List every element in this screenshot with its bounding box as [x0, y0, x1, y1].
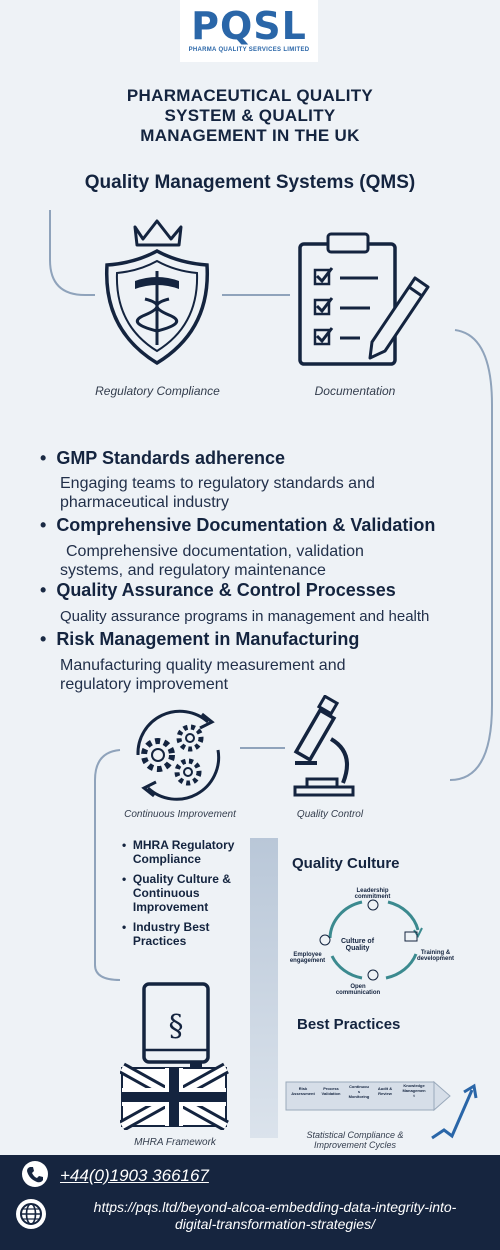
gears-cycle-icon — [118, 700, 238, 805]
step-audit — [372, 1086, 398, 1096]
caption-statistical-compliance: Statistical Compliance & Improvement Cycles — [306, 1130, 404, 1150]
list-item-line: Practices — [132, 934, 187, 948]
bullet-text-line: systems, and regulatory maintenance — [60, 562, 326, 579]
website-line: digital-transformation-strategies/ — [175, 1216, 375, 1232]
bullet-text-line: pharmaceutical industry — [60, 494, 229, 511]
quality-culture-cycle — [289, 880, 454, 1000]
title-line: MANAGEMENT IN THE UK — [140, 126, 360, 145]
bullet-3 — [40, 580, 396, 601]
section-subtitle: Quality Management Systems (QMS) — [84, 172, 416, 193]
step-line: Continuou — [349, 1084, 369, 1089]
bullet-text — [60, 656, 346, 694]
step-line: Managemen — [402, 1088, 426, 1093]
list-item-line: Industry Best — [132, 920, 210, 934]
bullet-text-line: Engaging teams to regulatory standards and — [60, 475, 375, 492]
bullet-text — [60, 607, 429, 626]
bullet-dot: • — [122, 872, 133, 886]
clipboard-checklist-icon — [290, 230, 435, 370]
label-employee — [285, 952, 330, 964]
label-line: communication — [335, 990, 381, 996]
label-line: Quality — [345, 945, 370, 952]
step-line: t — [413, 1093, 415, 1098]
globe-icon — [16, 1199, 46, 1229]
logo-tagline: PHARMA QUALITY SERVICES LIMITED — [188, 47, 310, 53]
label-line: engagement — [289, 958, 326, 964]
bullet-title: Quality Assurance & Control Processes — [56, 580, 396, 600]
bullet-title: GMP Standards adherence — [56, 448, 286, 468]
step-risk — [288, 1086, 318, 1096]
step-line: Assessment — [291, 1091, 315, 1096]
bullet-4 — [40, 629, 359, 650]
list-item — [122, 920, 234, 948]
label-line: Culture of — [340, 938, 375, 945]
bullet-dot: • — [40, 629, 57, 649]
label-culture-center — [335, 938, 380, 952]
logo-letters: PQSL — [191, 4, 307, 48]
caption-regulatory-compliance: Regulatory Compliance — [95, 384, 220, 398]
footer — [0, 1155, 500, 1250]
label-line: Training & — [420, 950, 451, 956]
step-line: Knowledge — [403, 1083, 425, 1088]
list-item-line: Quality Culture & — [132, 872, 231, 886]
bullet-dot: • — [40, 580, 57, 600]
label-leadership — [345, 888, 400, 900]
label-line: Employee — [293, 952, 322, 958]
bullet-text — [60, 474, 375, 512]
label-open-communication — [333, 984, 383, 996]
step-monitoring — [342, 1084, 376, 1099]
bullet-title: Comprehensive Documentation & Validation — [56, 515, 436, 535]
bullet-dot: • — [40, 448, 57, 468]
quality-culture-heading: Quality Culture — [292, 855, 400, 872]
bullet-text — [60, 542, 364, 580]
step-knowledge — [398, 1083, 430, 1098]
law-book-icon — [120, 980, 230, 1130]
step-line: Risk — [298, 1086, 308, 1091]
bullet-title: Risk Management in Manufacturing — [56, 629, 360, 649]
bullet-dot: • — [122, 920, 133, 934]
phone-link[interactable]: +44(0)1903 366167 — [60, 1166, 209, 1185]
vertical-divider-bar — [250, 838, 278, 1138]
step-line: Validation — [321, 1091, 341, 1096]
microscope-icon — [285, 695, 365, 805]
svg-text:§: § — [168, 1009, 184, 1044]
step-line: Review — [378, 1091, 392, 1096]
list-item-line: Continuous — [132, 886, 200, 900]
title-line: PHARMACEUTICAL QUALITY — [126, 86, 374, 105]
caption-quality-control: Quality Control — [296, 809, 364, 820]
bullet-text-line: Quality assurance programs in management and health — [60, 608, 430, 625]
step-line: Process — [323, 1086, 339, 1091]
best-practices-heading: Best Practices — [297, 1016, 401, 1033]
label-training — [413, 950, 458, 962]
website-link[interactable] — [55, 1199, 495, 1233]
title-line: SYSTEM & QUALITY — [164, 106, 336, 125]
label-line: Open — [350, 984, 366, 990]
list-item-line: Compliance — [132, 852, 201, 866]
list-item-line: MHRA Regulatory — [132, 838, 235, 852]
caption-documentation: Documentation — [314, 384, 396, 398]
list-item — [122, 838, 234, 866]
bullet-dot: • — [122, 838, 133, 852]
label-line: commitment — [354, 894, 391, 900]
website-line: https://pqs.ltd/beyond-alcoa-embedding-data-integrity-into- — [93, 1199, 457, 1215]
page-title — [60, 86, 440, 146]
caption-mhra-framework: MHRA Framework — [134, 1137, 216, 1148]
step-line: Monitoring — [348, 1094, 370, 1099]
bullet-text-line: regulatory improvement — [60, 676, 229, 693]
bullet-text-line: Comprehensive documentation, validation — [66, 543, 364, 560]
caption-continuous-improvement: Continuous Improvement — [124, 809, 236, 820]
phone-icon — [22, 1161, 48, 1187]
bullet-dot: • — [40, 515, 57, 535]
label-line: Leadership — [356, 888, 389, 894]
label-line: development — [416, 956, 454, 962]
bullet-1 — [40, 448, 285, 469]
medical-shield-icon — [95, 215, 220, 375]
step-line: Audit & — [377, 1086, 393, 1091]
bullet-2 — [40, 515, 435, 536]
step-line: s — [357, 1089, 361, 1094]
bullet-text-line: Manufacturing quality measurement and — [60, 657, 346, 674]
list-item-line: Improvement — [132, 900, 209, 914]
list-item — [122, 872, 234, 914]
small-list — [122, 838, 234, 948]
logo — [180, 0, 318, 62]
